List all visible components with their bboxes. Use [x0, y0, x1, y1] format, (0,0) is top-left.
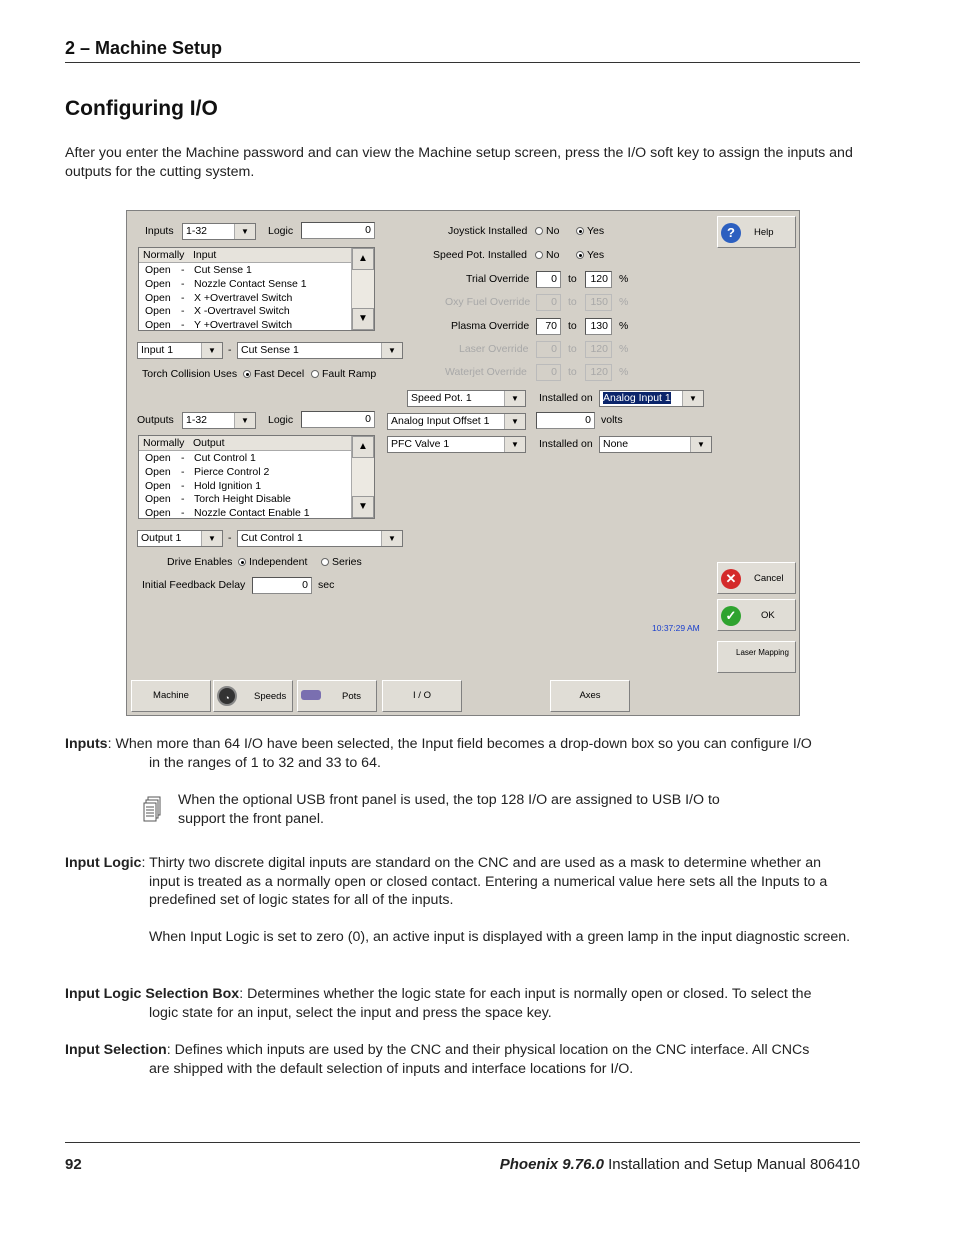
to-label: to	[568, 273, 577, 285]
oxyfuel-from-field[interactable]: 0	[536, 294, 561, 311]
speedpot-dropdown[interactable]: Speed Pot. 1 ▼	[407, 390, 526, 407]
fault-ramp-radio[interactable]: Fault Ramp	[311, 368, 376, 380]
logic-note: When Input Logic is set to zero (0), an active input is displayed with a green lamp in the input diagnostic screen.	[149, 929, 851, 945]
input-logic-label: Logic	[268, 225, 294, 237]
pfc-installed-dropdown[interactable]: None ▼	[599, 436, 712, 453]
machine-softkey[interactable]: Machine	[131, 680, 211, 712]
normally-state: Open	[145, 305, 171, 318]
pct-label: %	[619, 273, 629, 285]
speedpot-no-radio[interactable]: No	[535, 249, 559, 261]
scroll-down-icon[interactable]: ▼	[352, 496, 374, 518]
help-icon: ?	[721, 223, 741, 243]
pct-label: %	[619, 343, 629, 355]
speedpot-label: Speed Pot. Installed	[433, 249, 527, 261]
joystick-yes-radio[interactable]: Yes	[576, 225, 604, 237]
clock-time: 10:37:29 AM	[652, 623, 700, 633]
list-item[interactable]	[139, 305, 349, 319]
input-logic-field[interactable]: 0	[301, 222, 375, 239]
speedometer-icon: ◔	[217, 686, 237, 706]
intro-paragraph: After you enter the Machine password and can view the Machine setup screen, press the I/O soft key to assign the inputs and outputs for the cutting system.	[65, 145, 853, 180]
normally-state: Open	[145, 507, 171, 520]
io-name: X -Overtravel Switch	[194, 305, 290, 318]
output-list-header: Normally Output	[139, 436, 357, 451]
independent-radio[interactable]: Independent	[238, 556, 307, 568]
normally-state: Open	[145, 319, 171, 332]
io-name: Hold Ignition 1	[194, 479, 262, 492]
to-label: to	[568, 296, 577, 308]
pots-softkey[interactable]: Pots	[297, 680, 377, 712]
input-list-scrollbar[interactable]	[351, 248, 374, 330]
to-label: to	[568, 343, 577, 355]
pfc-valve-dropdown[interactable]: PFC Valve 1 ▼	[387, 436, 526, 453]
pct-label: %	[619, 320, 629, 332]
list-item[interactable]	[139, 264, 349, 278]
list-item[interactable]	[139, 507, 349, 521]
separator: -	[181, 305, 185, 318]
separator: -	[181, 479, 185, 492]
plasma-override-label: Plasma Override	[451, 320, 530, 332]
input-logic-list[interactable]	[138, 247, 375, 331]
axes-softkey[interactable]: Axes	[550, 680, 630, 712]
laser-mapping-button[interactable]: Laser Mapping	[717, 641, 796, 673]
analog-input-dropdown[interactable]: Analog Input 1 ▼	[599, 390, 704, 407]
io-setup-screen	[126, 210, 800, 716]
chevron-down-icon: ▼	[682, 391, 703, 406]
waterjet-from-field[interactable]: 0	[536, 364, 561, 381]
list-item[interactable]	[139, 278, 349, 292]
normally-state: Open	[145, 479, 171, 492]
volts-label: volts	[601, 414, 623, 426]
chevron-down-icon: ▼	[381, 531, 402, 546]
output-function-dropdown[interactable]: Cut Control 1 ▼	[237, 530, 403, 547]
close-icon: ✕	[721, 569, 741, 589]
io-name: Nozzle Contact Sense 1	[194, 277, 307, 290]
io-name: Pierce Control 2	[194, 465, 270, 478]
io-name: Torch Height Disable	[194, 493, 291, 506]
joystick-no-radio[interactable]: No	[535, 225, 559, 237]
trial-from-field[interactable]: 0	[536, 271, 561, 288]
normally-state: Open	[145, 452, 171, 464]
header-rule	[65, 62, 860, 63]
separator: -	[181, 264, 185, 276]
inputs-range-dropdown[interactable]: 1-32 ▼	[182, 223, 256, 240]
laser-override-label: Laser Override	[459, 343, 529, 355]
sec-unit: sec	[318, 579, 335, 591]
page-number: 92	[65, 1156, 82, 1173]
drive-enables-label: Drive Enables	[167, 556, 233, 568]
chevron-down-icon: ▼	[234, 224, 255, 239]
normally-state: Open	[145, 264, 171, 276]
feedback-delay-label: Initial Feedback Delay	[142, 579, 246, 591]
fast-decel-radio[interactable]: Fast Decel	[243, 368, 304, 380]
waterjet-override-label: Waterjet Override	[445, 366, 527, 378]
io-softkey[interactable]: I / O	[382, 680, 462, 712]
list-item[interactable]	[139, 466, 349, 480]
normally-state: Open	[145, 465, 171, 478]
pct-label: %	[619, 366, 629, 378]
io-name: X +Overtravel Switch	[194, 291, 293, 304]
io-name: Cut Control 1	[194, 452, 256, 464]
separator: -	[181, 291, 185, 304]
def-input-logic: Input Logic: Thirty two discrete digital inputs are standard on the CNC and are used as a mask to determine whether an input is treated as a normally open or closed contact. Entering a numerical value here sets all the Inputs to a predefined set of logic states for all of the inputs.	[65, 855, 828, 909]
plasma-from-field[interactable]: 70	[536, 318, 561, 335]
normally-state: Open	[145, 291, 171, 304]
io-name: Nozzle Contact Enable 1	[194, 507, 310, 520]
torch-collision-label: Torch Collision Uses	[142, 368, 238, 380]
separator: -	[181, 277, 185, 290]
to-label: to	[568, 366, 577, 378]
separator: -	[181, 319, 185, 332]
list-item[interactable]	[139, 452, 349, 466]
chevron-down-icon: ▼	[234, 413, 255, 428]
scroll-up-icon[interactable]: ▲	[352, 436, 374, 458]
speedpot-yes-radio[interactable]: Yes	[576, 249, 604, 261]
speeds-softkey[interactable]: ◔ Speeds	[213, 680, 293, 712]
separator: -	[181, 507, 185, 520]
scroll-down-icon[interactable]: ▼	[352, 308, 374, 330]
footer-title: Phoenix 9.76.0 Installation and Setup Manual 806410	[499, 1156, 860, 1173]
analog-offset-dropdown[interactable]: Analog Input Offset 1 ▼	[387, 413, 526, 430]
to-label: to	[568, 320, 577, 332]
chapter-header: 2 – Machine Setup	[65, 38, 223, 58]
io-name: Cut Sense 1	[194, 264, 252, 276]
output-list-scrollbar[interactable]	[351, 436, 374, 518]
usb-note: When the optional USB front panel is used, the top 128 I/O are assigned to USB I/O to support the front panel.	[178, 792, 720, 827]
separator: -	[181, 493, 185, 506]
offset-volts-field[interactable]: 0	[536, 412, 595, 429]
plasma-to-field[interactable]: 130	[585, 318, 612, 335]
list-item[interactable]	[139, 292, 349, 306]
list-item[interactable]	[139, 493, 349, 507]
footer-rule	[65, 1142, 860, 1143]
ok-button[interactable]: ✓ OK	[717, 599, 796, 631]
checkmark-icon: ✓	[721, 606, 741, 626]
input-list-header: Normally Input	[139, 248, 357, 263]
normally-state: Open	[145, 277, 171, 290]
installed-on-label: Installed on	[539, 392, 593, 404]
section-title: Configuring I/O	[65, 97, 218, 120]
oxyfuel-to-field[interactable]: 150	[585, 294, 612, 311]
chevron-down-icon: ▼	[381, 343, 402, 358]
dash: -	[228, 532, 232, 544]
output-logic-label: Logic	[268, 414, 294, 426]
feedback-delay-field[interactable]: 0	[252, 577, 312, 594]
trial-override-label: Trial Override	[466, 273, 530, 285]
scroll-up-icon[interactable]: ▲	[352, 248, 374, 270]
laser-from-field[interactable]: 0	[536, 341, 561, 358]
waterjet-to-field[interactable]: 120	[585, 364, 612, 381]
normally-state: Open	[145, 493, 171, 506]
note-icon	[143, 796, 161, 822]
list-item[interactable]	[139, 480, 349, 494]
joystick-label: Joystick Installed	[448, 225, 528, 237]
inputs-label: Inputs	[145, 225, 174, 237]
trial-to-field[interactable]: 120	[585, 271, 612, 288]
separator: -	[181, 452, 185, 464]
chevron-down-icon: ▼	[504, 391, 525, 406]
laser-to-field[interactable]: 120	[585, 341, 612, 358]
dash: -	[228, 344, 232, 356]
help-button[interactable]: ? Help	[717, 216, 796, 248]
list-item[interactable]	[139, 319, 349, 333]
potentiometer-icon	[301, 690, 321, 700]
outputs-label: Outputs	[137, 414, 174, 426]
input-function-dropdown[interactable]: Cut Sense 1 ▼	[237, 342, 403, 359]
installed-on-label: Installed on	[539, 438, 593, 450]
def-inputs: Inputs: When more than 64 I/O have been selected, the Input field becomes a drop-down box so you can configure I/O in the ranges of 1 to 32 and 33 to 64.	[65, 736, 812, 771]
oxyfuel-override-label: Oxy Fuel Override	[445, 296, 531, 308]
output-logic-list[interactable]	[138, 435, 375, 519]
separator: -	[181, 465, 185, 478]
def-logic-selection: Input Logic Selection Box: Determines whether the logic state for each input is normally open or closed. To select the logic state for an input, select the input and press the space key.	[65, 986, 812, 1021]
cancel-button[interactable]: ✕ Cancel	[717, 562, 796, 594]
chevron-down-icon: ▼	[201, 343, 222, 358]
output-logic-field[interactable]: 0	[301, 411, 375, 428]
chevron-down-icon: ▼	[690, 437, 711, 452]
pct-label: %	[619, 296, 629, 308]
output-select-dropdown[interactable]: Output 1 ▼	[137, 530, 223, 547]
outputs-range-dropdown[interactable]: 1-32 ▼	[182, 412, 256, 429]
series-radio[interactable]: Series	[321, 556, 362, 568]
chevron-down-icon: ▼	[201, 531, 222, 546]
input-select-dropdown[interactable]: Input 1 ▼	[137, 342, 223, 359]
io-name: Y +Overtravel Switch	[194, 319, 293, 332]
chevron-down-icon: ▼	[504, 414, 525, 429]
def-input-selection: Input Selection: Defines which inputs are used by the CNC and their physical location on the CNC interface. All CNCs are shipped with the default selection of inputs and interface locations for I/O.	[65, 1042, 810, 1077]
chevron-down-icon: ▼	[504, 437, 525, 452]
